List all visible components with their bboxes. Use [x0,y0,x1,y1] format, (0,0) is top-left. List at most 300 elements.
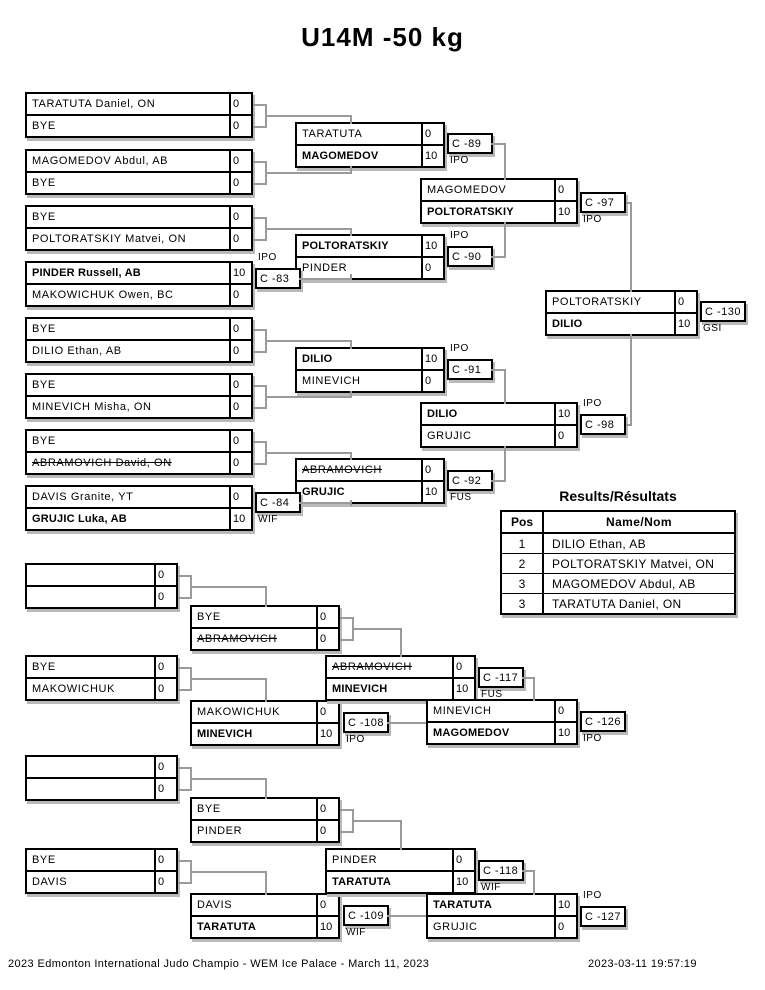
competitor-row [27,585,176,607]
competitor-name: ABRAMOVICH [197,633,277,645]
competitor-row [27,375,251,395]
win-type-label: WIF [346,927,366,938]
match-box-repB-2 [25,848,178,894]
results-row [502,593,734,613]
competitor-row [192,819,338,841]
competitor-row [27,487,251,507]
score-value: 10 [229,509,251,529]
competitor-row [27,283,251,305]
connector-line [350,340,352,349]
match-number: C -98 [580,414,626,435]
competitor-name: ABRAMOVICH [302,464,382,476]
results-table [500,510,736,615]
competitor-row [27,677,176,699]
connector-line [190,778,265,780]
competitor-name: GRUJIC Luka, AB [32,513,127,525]
competitor-name: BYE [32,177,56,189]
connector-line [253,407,265,409]
connector-line [533,870,535,895]
competitor-name: PINDER Russell, AB [32,267,141,279]
score-value: 0 [229,94,251,114]
match-box-r1-1 [25,92,253,138]
connector-line [504,369,506,404]
match-box-r1-8 [25,485,253,531]
score-value: 0 [316,895,338,915]
competitor-row [192,799,338,819]
competitor-name: MAGOMEDOV Abdul, AB [32,155,169,167]
competitor-name: MINEVICH [197,728,253,740]
connector-line [253,217,265,219]
competitor-name: MAKOWICHUK [32,683,115,695]
score-value: 0 [154,850,176,870]
score-value: 0 [554,426,576,446]
competitor-name: PINDER [302,262,348,274]
match-box-r1-2 [25,149,253,195]
match-number: C -89 [447,133,493,154]
match-box-r2-2 [295,234,445,280]
win-type-label: IPO [583,214,602,225]
connector-line [400,628,402,657]
match-box-repA-2 [25,655,178,701]
connector-line [178,882,190,884]
competitor-row [547,292,696,312]
match-box-r1-6 [25,373,253,419]
competitor-name: DAVIS [32,876,68,888]
connector-line [265,678,267,702]
competitor-row [297,480,443,502]
connector-line [491,256,504,258]
competitor-name: PINDER [332,854,378,866]
score-value: 0 [229,397,251,417]
connector-line [253,351,265,353]
connector-line [265,586,267,607]
score-value: 0 [229,341,251,361]
score-value: 0 [316,607,338,627]
connector-line [491,480,504,482]
result-name: POLTORATSKIY Matvei, ON [552,556,715,571]
connector-line [352,628,400,630]
score-value: 0 [154,872,176,892]
competitor-row [297,369,443,391]
match-number: C -108 [343,712,389,733]
score-value: 10 [554,723,576,743]
competitor-row [297,460,443,480]
results-row [502,573,734,593]
score-value: 0 [229,116,251,136]
result-name: DILIO Ethan, AB [552,536,647,551]
score-value: 0 [452,850,474,870]
win-type-label: IPO [450,230,469,241]
competitor-row [192,722,338,744]
score-value: 0 [316,821,338,841]
score-value: 0 [229,375,251,395]
connector-line [178,767,190,769]
match-number: C -97 [580,192,626,213]
connector-line [350,228,352,236]
competitor-name: BYE [32,211,56,223]
connector-line [522,677,533,679]
competitor-name: BYE [32,661,56,673]
score-value: 0 [421,460,443,480]
connector-line [340,617,352,619]
competitor-name: POLTORATSKIY [427,206,514,218]
competitor-row [327,657,474,677]
competitor-row [297,256,443,278]
connector-line [491,143,504,145]
competitor-name: TARATUTA Daniel, ON [32,98,156,110]
competitor-name: MAGOMEDOV [427,184,507,196]
score-value: 0 [154,587,176,607]
competitor-row [192,915,338,937]
results-col-pos: Pos [502,512,544,532]
match-box-repB-3 [190,797,340,843]
score-value: 10 [421,349,443,369]
competitor-name: DAVIS Granite, YT [32,491,134,503]
score-value: 0 [421,124,443,144]
competitor-name: TARATUTA [433,899,493,911]
connector-line [253,329,265,331]
match-box-final [545,290,698,336]
match-box-repA-4 [190,700,340,746]
competitor-name: DILIO Ethan, AB [32,345,122,357]
score-value: 10 [452,679,474,699]
competitor-name: TARATUTA [197,921,257,933]
page-title: U14M -50 kg [301,22,464,52]
result-name: TARATUTA Daniel, ON [552,596,682,611]
connector-line [253,385,265,387]
results-title: Results/Résultats [559,488,677,504]
competitor-row [297,236,443,256]
match-box-repB-1 [25,755,178,801]
competitor-name: BYE [32,379,56,391]
score-value: 0 [154,657,176,677]
connector-line [265,452,350,454]
score-value: 10 [316,724,338,744]
competitor-name: DAVIS [197,899,233,911]
win-type-label: WIF [481,882,501,893]
competitor-row [27,565,176,585]
connector-line [253,126,265,128]
competitor-row [27,431,251,451]
match-number: C -90 [447,246,493,267]
score-value: 0 [316,629,338,649]
competitor-row [422,180,576,200]
connector-line [178,789,190,791]
competitor-name: DILIO [427,408,458,420]
competitor-name: MINEVICH [332,683,388,695]
connector-line [340,809,352,811]
score-value: 10 [554,404,576,424]
competitor-row [27,319,251,339]
score-value: 0 [229,229,251,249]
connector-line [265,172,350,174]
score-value: 0 [229,173,251,193]
competitor-row [27,777,176,799]
connector-line [178,860,190,862]
competitor-row [27,870,176,892]
competitor-row [27,94,251,114]
competitor-row [27,395,251,417]
competitor-name: ABRAMOVICH [332,661,412,673]
connector-line [387,722,426,724]
score-value: 0 [316,799,338,819]
connector-line [178,689,190,691]
match-box-r1-3 [25,205,253,251]
competitor-row [428,721,576,743]
score-value: 0 [554,917,576,937]
score-value: 0 [229,151,251,171]
match-number: C -130 [700,301,746,322]
competitor-row [327,850,474,870]
competitor-name: MINEVICH [302,375,361,387]
competitor-row [27,850,176,870]
competitor-name: BYE [32,435,56,447]
match-box-repA-1 [25,563,178,609]
score-value: 10 [421,146,443,166]
connector-line [504,446,506,482]
score-value: 10 [421,236,443,256]
score-value: 10 [421,482,443,502]
connector-line [522,870,533,872]
score-value: 0 [154,779,176,799]
competitor-row [27,207,251,227]
competitor-name: POLTORATSKIY Matvei, ON [32,233,187,245]
match-box-r2-1 [295,122,445,168]
connector-line [265,778,267,799]
connector-line [504,222,506,258]
match-box-r2-4 [295,458,445,504]
competitor-row [192,607,338,627]
competitor-name: MAGOMEDOV [302,150,379,162]
competitor-row [192,895,338,915]
win-type-label: IPO [583,733,602,744]
competitor-name: DILIO [302,353,333,365]
match-number: C -127 [580,906,626,927]
score-value: 0 [421,371,443,391]
connector-line [340,831,352,833]
competitor-row [297,124,443,144]
competitor-row [192,627,338,649]
competitor-name: BYE [32,323,56,335]
win-type-label: GSI [703,323,722,334]
score-value: 0 [229,431,251,451]
competitor-row [27,657,176,677]
competitor-name: BYE [32,120,56,132]
score-value: 0 [674,292,696,312]
connector-line [299,278,350,280]
competitor-row [422,424,576,446]
match-box-repB-6 [426,893,578,939]
connector-line [265,871,267,895]
score-value: 0 [554,701,576,721]
competitor-name: ABRAMOVICH David, ON [32,457,172,469]
result-name: MAGOMEDOV Abdul, AB [552,576,696,591]
connector-line [400,820,402,850]
connector-line [253,104,265,106]
connector-line [253,161,265,163]
score-value: 10 [229,263,251,283]
connector-line [352,820,400,822]
win-type-label: IPO [583,890,602,901]
connector-line [299,502,350,504]
competitor-name: GRUJIC [433,921,478,933]
competitor-row [327,870,474,892]
competitor-name: PINDER [197,825,243,837]
connector-line [533,677,535,701]
connector-line [265,340,350,342]
score-value: 0 [229,285,251,305]
connector-line [253,441,265,443]
competitor-name: DILIO [552,318,583,330]
connector-line [387,915,426,917]
score-value: 10 [316,917,338,937]
match-box-repA-5 [325,655,476,701]
connector-line [178,597,190,599]
score-value: 0 [229,207,251,227]
match-box-r1-5 [25,317,253,363]
competitor-name: POLTORATSKIY [302,240,389,252]
footer-event-info: 2023 Edmonton International Judo Champio - WEM Ice Palace - March 11, 2023 [8,958,430,970]
competitor-row [27,263,251,283]
competitor-row [27,757,176,777]
score-value: 0 [154,679,176,699]
match-number: C -83 [255,268,301,289]
competitor-row [27,339,251,361]
score-value: 0 [229,487,251,507]
score-value: 10 [554,895,576,915]
result-pos: 1 [502,534,544,553]
match-box-r1-7 [25,429,253,475]
win-type-label: IPO [450,155,469,166]
connector-line [350,166,352,174]
competitor-row [297,349,443,369]
competitor-name: TARATUTA [332,876,392,888]
match-number: C -118 [478,860,524,881]
competitor-row [547,312,696,334]
competitor-name: MAGOMEDOV [433,727,510,739]
match-number: C -84 [255,492,301,513]
connector-line [190,871,265,873]
score-value: 0 [421,258,443,278]
match-box-r1-4 [25,261,253,307]
competitor-name: GRUJIC [427,430,472,442]
competitor-name: TARATUTA [302,128,363,140]
connector-line [630,334,632,426]
competitor-name: MAKOWICHUK [197,706,280,718]
match-box-sf-2 [420,402,578,448]
connector-line [178,667,190,669]
score-value: 10 [674,314,696,334]
match-number: C -91 [447,359,493,380]
competitor-row [27,227,251,249]
score-value: 10 [452,872,474,892]
connector-line [190,586,265,588]
connector-line [253,239,265,241]
score-value: 0 [554,180,576,200]
connector-line [178,575,190,577]
competitor-row [297,144,443,166]
competitor-row [27,114,251,136]
match-box-r2-3 [295,347,445,393]
competitor-name: MAKOWICHUK Owen, BC [32,289,174,301]
connector-line [350,500,352,506]
connector-line [350,391,352,398]
results-row [502,553,734,573]
score-value: 0 [154,565,176,585]
connector-line [265,396,350,398]
connector-line [253,463,265,465]
competitor-row [428,915,576,937]
result-pos: 3 [502,574,544,593]
win-type-label: WIF [258,514,278,525]
match-box-sf-1 [420,178,578,224]
match-box-repA-3 [190,605,340,651]
connector-line [350,452,352,460]
connector-line [190,678,265,680]
competitor-name: GRUJIC [302,486,345,498]
match-number: C -109 [343,905,389,926]
results-header-row [502,512,734,534]
competitor-row [27,171,251,193]
connector-line [265,115,350,117]
result-pos: 3 [502,594,544,613]
match-box-repB-4 [190,893,340,939]
score-value: 0 [229,453,251,473]
competitor-name: MINEVICH [433,705,492,717]
competitor-row [327,677,474,699]
match-number: C -117 [478,667,524,688]
match-box-repB-5 [325,848,476,894]
result-pos: 2 [502,554,544,573]
competitor-row [27,151,251,171]
score-value: 0 [229,319,251,339]
competitor-row [27,507,251,529]
match-number: C -126 [580,711,626,732]
competitor-name: BYE [32,854,56,866]
connector-line [350,115,352,124]
match-box-repA-6 [426,699,578,745]
score-value: 0 [452,657,474,677]
results-row [502,534,734,553]
competitor-row [428,895,576,915]
footer-timestamp: 2023-03-11 19:57:19 [588,958,697,970]
win-type-label: IPO [583,398,602,409]
win-type-label: FUS [481,689,503,700]
score-value: 0 [316,702,338,722]
win-type-label: FUS [450,492,472,503]
win-type-label: IPO [346,734,365,745]
competitor-name: BYE [197,803,221,815]
competitor-row [192,702,338,722]
connector-line [340,639,352,641]
competitor-row [27,451,251,473]
match-number: C -92 [447,470,493,491]
win-type-label: IPO [450,343,469,354]
connector-line [630,202,632,292]
results-col-name: Name/Nom [606,515,672,529]
connector-line [350,274,352,280]
competitor-row [428,701,576,721]
score-value: 0 [154,757,176,777]
competitor-row [422,200,576,222]
win-type-label: IPO [258,252,277,263]
score-value: 10 [554,202,576,222]
connector-line [265,228,350,230]
competitor-name: POLTORATSKIY [552,296,642,308]
connector-line [504,143,506,180]
connector-line [491,369,504,371]
competitor-name: MINEVICH Misha, ON [32,401,152,413]
